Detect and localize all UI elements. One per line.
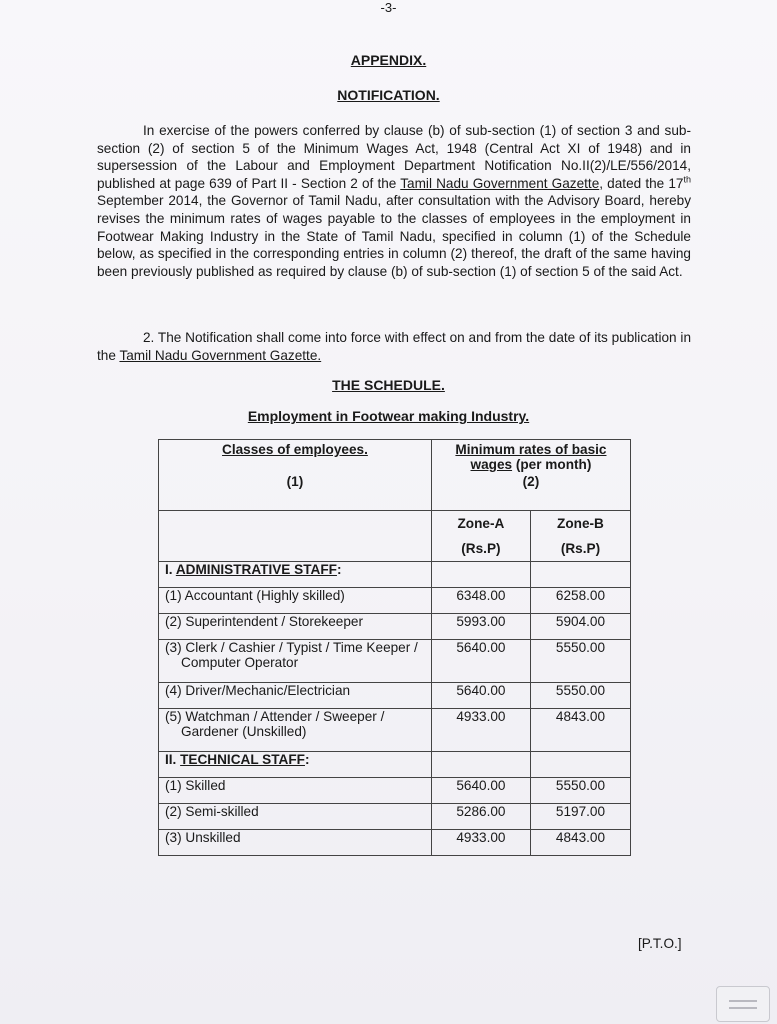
section-title: ADMINISTRATIVE STAFF — [175, 562, 337, 577]
empty-cell — [431, 752, 530, 778]
appendix-heading: APPENDIX. — [350, 52, 427, 68]
empty-cell — [530, 752, 630, 778]
table-header-row — [159, 440, 631, 511]
col2-header-rest: (per month) — [512, 457, 592, 472]
zone-empty-cell — [159, 511, 432, 562]
section-row — [159, 562, 631, 588]
schedule-subheading: Employment in Footwear making Industry. — [247, 408, 530, 424]
empty-cell — [431, 562, 530, 588]
para1-ordinal: th — [683, 174, 691, 185]
employee-class: (1) Skilled — [159, 778, 432, 804]
employee-class: (2) Superintendent / Storekeeper — [159, 614, 432, 640]
zone-b-rate: 5550.00 — [530, 640, 630, 683]
para1-text-1: In exercise of the powers conferred by clause (b) of sub-section (1) of section 3 and sub-section (2) of section 5 of the Minimum Wages Act, 1948 (Central Act XI of 1948) and in supersession of the Labour and Employment Department Notification No.II(2)/LE/556/2014, published at page 639 of Part II - Section 2 of the — [97, 123, 691, 191]
employee-class: (3) Unskilled — [159, 830, 432, 856]
zone-a-rate: 5993.00 — [431, 614, 530, 640]
zone-b-rate: 5550.00 — [530, 683, 630, 709]
schedule-heading: THE SCHEDULE. — [332, 377, 445, 393]
col1-number: (1) — [286, 474, 304, 489]
col1-header-cell — [159, 440, 432, 511]
col2-header-wages: wages — [470, 457, 513, 472]
table-row — [159, 640, 631, 683]
notification-paragraph-1 — [97, 122, 691, 280]
zone-b-rate: 4843.00 — [530, 709, 630, 752]
employee-class: (1) Accountant (Highly skilled) — [159, 588, 432, 614]
empty-cell — [530, 562, 630, 588]
zone-a-unit: (Rs.P) — [461, 541, 501, 556]
zone-b-rate: 5197.00 — [530, 804, 630, 830]
table-row — [159, 683, 631, 709]
zone-b-label: Zone-B — [557, 516, 604, 531]
para2-text: 2. The Notification shall come into force with effect on and from the date of its publication in the — [97, 330, 691, 363]
schedule-table — [158, 439, 631, 856]
employee-class: (5) Watchman / Attender / Sweeper / Gardener (Unskilled) — [159, 709, 432, 752]
para2-gazette: Tamil Nadu Government Gazette. — [119, 347, 322, 363]
table-row — [159, 588, 631, 614]
table-row — [159, 709, 631, 752]
section-row — [159, 752, 631, 778]
table-row — [159, 804, 631, 830]
pto-label: [P.T.O.] — [638, 936, 682, 951]
zone-a-header — [431, 511, 530, 562]
zone-a-rate: 4933.00 — [431, 830, 530, 856]
zone-a-rate: 5640.00 — [431, 640, 530, 683]
zone-a-label: Zone-A — [457, 516, 505, 531]
zone-a-rate: 5286.00 — [431, 804, 530, 830]
section-title: TECHNICAL STAFF — [180, 752, 305, 767]
zone-a-rate: 4933.00 — [431, 709, 530, 752]
notification-paragraph-2 — [97, 329, 691, 364]
section-title-cell: II. TECHNICAL STAFF: — [159, 752, 432, 778]
col2-header-cell — [431, 440, 630, 511]
table-row — [159, 778, 631, 804]
zone-a-rate: 5640.00 — [431, 778, 530, 804]
zone-b-rate: 6258.00 — [530, 588, 630, 614]
zone-b-rate: 5904.00 — [530, 614, 630, 640]
table-row — [159, 614, 631, 640]
col2-number: (2) — [522, 474, 540, 489]
section-prefix: II. — [165, 752, 181, 767]
para1-gazette: Tamil Nadu Government Gazette — [400, 175, 600, 191]
zone-b-header — [530, 511, 630, 562]
table-row — [159, 830, 631, 856]
employee-class: (3) Clerk / Cashier / Typist / Time Keeper / Computer Operator — [159, 640, 432, 683]
zone-b-rate: 4843.00 — [530, 830, 630, 856]
col2-header-line1: Minimum rates of basic — [455, 442, 607, 457]
employee-class: (4) Driver/Mechanic/Electrician — [159, 683, 432, 709]
zone-b-unit: (Rs.P) — [560, 541, 601, 556]
employee-class: (2) Semi-skilled — [159, 804, 432, 830]
zone-header-row — [159, 511, 631, 562]
section-title-cell: I. ADMINISTRATIVE STAFF: — [159, 562, 432, 588]
zone-a-rate: 6348.00 — [431, 588, 530, 614]
notification-heading: NOTIFICATION. — [337, 87, 440, 103]
col1-header: Classes of employees. — [222, 442, 368, 457]
zone-b-rate: 5550.00 — [530, 778, 630, 804]
section-prefix: I. — [165, 562, 176, 577]
para1-text-3: September 2014, the Governor of Tamil Nadu, after consultation with the Advisory Board, hereby revises the minimum rates of wages payable to the classes of employees in the employment in Footwear Making Industry in the State of Tamil Nadu, specified in column (1) of the Schedule below, as specified in the corresponding entries in column (2) thereof, the draft of the same having been previously published as required by clause (b) of sub-section (1) of section 5 of the said Act. — [97, 193, 691, 279]
menu-icon[interactable] — [716, 986, 770, 1022]
zone-a-rate: 5640.00 — [431, 683, 530, 709]
para1-text-2: , dated the 17 — [599, 175, 684, 191]
page-number: -3- — [380, 0, 397, 15]
